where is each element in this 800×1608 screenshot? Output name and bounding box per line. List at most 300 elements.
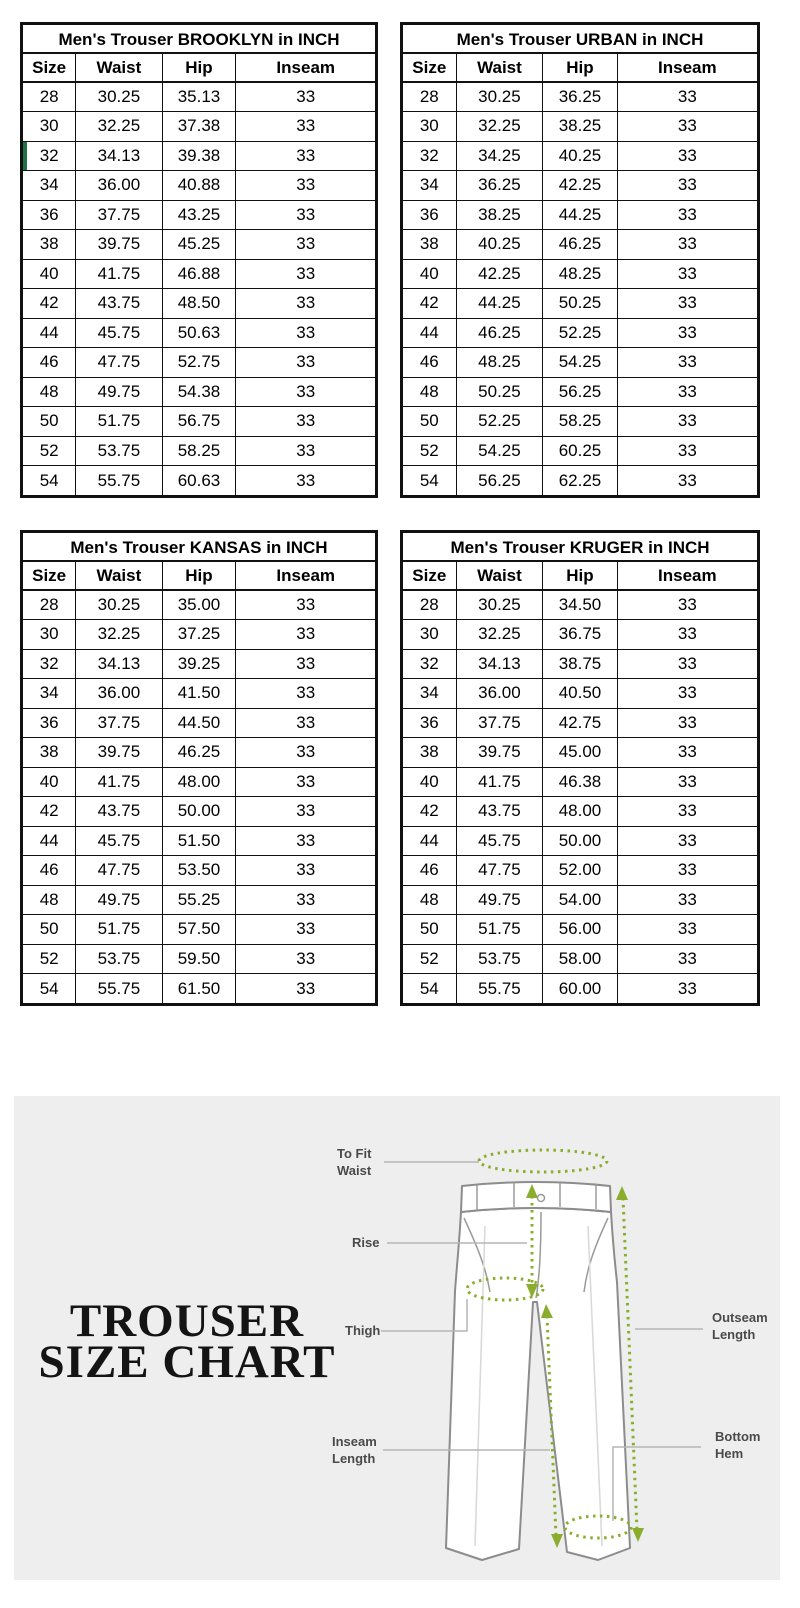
cell-value: 34.50 — [543, 590, 617, 620]
cell-value: 33 — [617, 915, 757, 945]
table-row — [403, 171, 757, 201]
cell-value: 48.50 — [162, 289, 236, 319]
label-rise: Rise — [352, 1235, 380, 1250]
cell-value: 41.75 — [76, 259, 162, 289]
cell-value: 48 — [23, 377, 76, 407]
cell-value: 44 — [403, 318, 456, 348]
cell-value: 33 — [236, 171, 375, 201]
label-outseam-length-line2: Length — [712, 1327, 756, 1342]
table-body — [23, 590, 375, 1003]
cell-value: 33 — [617, 738, 757, 768]
cell-value: 43.75 — [456, 797, 543, 827]
column-header-hip: Hip — [162, 562, 236, 590]
cell-value: 46.88 — [162, 259, 236, 289]
cell-value: 33 — [617, 708, 757, 738]
cell-value: 41.50 — [162, 679, 236, 709]
cell-value: 38.25 — [456, 200, 543, 230]
label-to-fit-waist-line1: To Fit — [337, 1146, 372, 1161]
table-row — [403, 112, 757, 142]
cell-value: 33 — [236, 112, 375, 142]
table-row — [403, 767, 757, 797]
size-table-kansas — [20, 530, 378, 1006]
table-row — [23, 200, 375, 230]
table-title: Men's Trouser KANSAS in INCH — [23, 533, 375, 562]
diagram-heading-line2: SIZE CHART — [38, 1336, 336, 1388]
cell-value: 33 — [617, 767, 757, 797]
table-row — [23, 466, 375, 496]
table-row — [23, 679, 375, 709]
table-title: Men's Trouser BROOKLYN in INCH — [23, 25, 375, 54]
table-row — [23, 590, 375, 620]
column-header-hip: Hip — [543, 54, 617, 82]
cell-value: 34 — [23, 679, 76, 709]
cell-value: 33 — [617, 974, 757, 1004]
cell-value: 47.75 — [456, 856, 543, 886]
cell-value: 50 — [403, 915, 456, 945]
table-row — [23, 171, 375, 201]
cell-value: 52 — [403, 944, 456, 974]
cell-value: 50.25 — [456, 377, 543, 407]
column-header-hip: Hip — [543, 562, 617, 590]
cell-value: 33 — [236, 200, 375, 230]
cell-value: 58.00 — [543, 944, 617, 974]
column-header-waist: Waist — [76, 562, 162, 590]
cell-value: 48 — [23, 885, 76, 915]
cell-value: 45.75 — [76, 826, 162, 856]
table-row — [403, 590, 757, 620]
cell-value: 42 — [23, 797, 76, 827]
cell-value: 36 — [23, 708, 76, 738]
table-header — [23, 562, 375, 590]
cell-value: 50.00 — [543, 826, 617, 856]
cell-value: 34.13 — [76, 649, 162, 679]
cell-value: 50.25 — [543, 289, 617, 319]
trouser-drawing — [446, 1182, 630, 1560]
cell-value: 33 — [236, 466, 375, 496]
table-row — [403, 200, 757, 230]
column-header-inseam: Inseam — [617, 562, 757, 590]
cell-value: 53.75 — [456, 944, 543, 974]
table-header — [403, 562, 757, 590]
cell-value: 49.75 — [456, 885, 543, 915]
cell-value: 37.75 — [456, 708, 543, 738]
cell-value: 53.50 — [162, 856, 236, 886]
column-header-size: Size — [23, 54, 76, 82]
label-inseam-length-line1: Inseam — [332, 1434, 377, 1449]
cell-value: 33 — [236, 826, 375, 856]
trouser-body-outline — [446, 1208, 630, 1560]
cell-value: 33 — [236, 590, 375, 620]
cell-value: 32 — [403, 649, 456, 679]
cell-value: 43.75 — [76, 797, 162, 827]
cell-value: 60.63 — [162, 466, 236, 496]
cell-value: 30 — [23, 112, 76, 142]
size-table-urban — [400, 22, 760, 498]
cell-value: 33 — [617, 679, 757, 709]
cell-value: 33 — [236, 885, 375, 915]
cell-value: 36.00 — [76, 679, 162, 709]
cell-value: 36 — [23, 200, 76, 230]
cell-value: 33 — [617, 141, 757, 171]
cell-value: 56.25 — [543, 377, 617, 407]
cell-value: 39.25 — [162, 649, 236, 679]
cell-value: 33 — [236, 318, 375, 348]
size-table — [23, 562, 375, 1003]
table-header — [23, 54, 375, 82]
cell-value: 33 — [617, 826, 757, 856]
cell-value: 33 — [617, 944, 757, 974]
cell-value: 41.75 — [76, 767, 162, 797]
cell-value: 33 — [236, 348, 375, 378]
cell-value: 33 — [236, 915, 375, 945]
cell-value: 45.00 — [543, 738, 617, 768]
cell-value: 33 — [617, 377, 757, 407]
cell-value: 33 — [617, 856, 757, 886]
cell-value: 33 — [617, 289, 757, 319]
cell-value: 46 — [403, 348, 456, 378]
table-row — [23, 974, 375, 1004]
cell-value: 33 — [236, 289, 375, 319]
cell-value: 34 — [403, 679, 456, 709]
cell-value: 61.50 — [162, 974, 236, 1004]
cell-value: 38 — [403, 230, 456, 260]
cell-value: 33 — [617, 620, 757, 650]
cell-value: 46 — [403, 856, 456, 886]
cell-value: 51.75 — [76, 407, 162, 437]
cell-value: 44.25 — [456, 289, 543, 319]
table-row — [23, 885, 375, 915]
size-table — [403, 562, 757, 1003]
cell-value: 55.75 — [76, 974, 162, 1004]
cell-value: 46.38 — [543, 767, 617, 797]
table-row — [403, 856, 757, 886]
cell-value: 33 — [617, 407, 757, 437]
cell-value: 51.50 — [162, 826, 236, 856]
table-row — [403, 318, 757, 348]
label-bottom-hem-line2: Hem — [715, 1446, 744, 1461]
cell-value: 30.25 — [76, 82, 162, 112]
cell-value: 35.00 — [162, 590, 236, 620]
cell-value: 34.25 — [456, 141, 543, 171]
table-title: Men's Trouser URBAN in INCH — [403, 25, 757, 54]
cell-value: 55.75 — [456, 974, 543, 1004]
table-row — [23, 797, 375, 827]
cell-value: 60.00 — [543, 974, 617, 1004]
cell-value: 30 — [403, 620, 456, 650]
table-row — [403, 259, 757, 289]
cell-value: 28 — [403, 590, 456, 620]
cell-value: 33 — [236, 141, 375, 171]
cell-value: 33 — [236, 767, 375, 797]
cell-value: 34.13 — [76, 141, 162, 171]
cell-value: 42.75 — [543, 708, 617, 738]
cell-value: 51.75 — [76, 915, 162, 945]
table-row — [403, 679, 757, 709]
column-header-inseam: Inseam — [236, 54, 375, 82]
cell-value: 36 — [403, 708, 456, 738]
cell-value: 30.25 — [456, 82, 543, 112]
table-row — [23, 708, 375, 738]
size-table-kruger — [400, 530, 760, 1006]
cell-value: 50.00 — [162, 797, 236, 827]
cell-value: 36.75 — [543, 620, 617, 650]
cell-value: 40 — [403, 259, 456, 289]
cell-value: 33 — [617, 590, 757, 620]
cell-value: 33 — [236, 797, 375, 827]
cell-value: 56.00 — [543, 915, 617, 945]
cell-value: 55.75 — [76, 466, 162, 496]
table-row — [403, 885, 757, 915]
column-header-waist: Waist — [456, 54, 543, 82]
label-inseam-length-line2: Length — [332, 1451, 376, 1466]
cell-value: 54 — [23, 466, 76, 496]
cell-value: 55.25 — [162, 885, 236, 915]
trouser-measure-diagram-panel — [14, 1096, 780, 1580]
cell-value: 28 — [23, 590, 76, 620]
label-to-fit-waist-line2: Waist — [337, 1163, 372, 1178]
cell-value: 33 — [236, 230, 375, 260]
cell-value: 39.75 — [76, 230, 162, 260]
cell-value: 58.25 — [162, 436, 236, 466]
table-row — [23, 915, 375, 945]
cell-value: 42.25 — [456, 259, 543, 289]
cell-value: 39.75 — [76, 738, 162, 768]
cell-value: 54.00 — [543, 885, 617, 915]
cell-value: 33 — [617, 259, 757, 289]
label-bottom-hem-line1: Bottom — [715, 1429, 761, 1444]
cell-value: 46 — [23, 856, 76, 886]
cell-value: 33 — [617, 318, 757, 348]
table-row — [23, 826, 375, 856]
cell-value: 45.25 — [162, 230, 236, 260]
cell-value: 58.25 — [543, 407, 617, 437]
cell-value: 30 — [403, 112, 456, 142]
table-row — [403, 826, 757, 856]
table-row — [403, 915, 757, 945]
cell-value: 34.13 — [456, 649, 543, 679]
cell-value: 49.75 — [76, 377, 162, 407]
cell-value: 34 — [403, 171, 456, 201]
cell-value: 52 — [23, 944, 76, 974]
cell-value: 37.75 — [76, 200, 162, 230]
cell-value: 32 — [403, 141, 456, 171]
cell-value: 33 — [617, 112, 757, 142]
cell-value: 42.25 — [543, 171, 617, 201]
cell-value: 38 — [23, 738, 76, 768]
cell-value: 36.25 — [456, 171, 543, 201]
cell-value: 46.25 — [456, 318, 543, 348]
cell-value: 48.25 — [543, 259, 617, 289]
cell-value: 44 — [23, 826, 76, 856]
cell-value: 56.25 — [456, 466, 543, 496]
table-title: Men's Trouser KRUGER in INCH — [403, 533, 757, 562]
cell-value: 30.25 — [456, 590, 543, 620]
table-row — [403, 620, 757, 650]
cell-value: 32.25 — [76, 112, 162, 142]
table-row — [23, 230, 375, 260]
cell-value: 57.50 — [162, 915, 236, 945]
cell-value: 48.25 — [456, 348, 543, 378]
cell-value: 38 — [23, 230, 76, 260]
cell-value: 46.25 — [162, 738, 236, 768]
table-row — [23, 348, 375, 378]
cell-value: 36 — [403, 200, 456, 230]
cell-value: 40.88 — [162, 171, 236, 201]
cell-value: 46 — [23, 348, 76, 378]
cell-value: 38.75 — [543, 649, 617, 679]
cell-value: 33 — [617, 885, 757, 915]
cell-value: 54 — [403, 974, 456, 1004]
cell-value: 54.25 — [456, 436, 543, 466]
cell-value: 33 — [236, 82, 375, 112]
column-header-size: Size — [23, 562, 76, 590]
cell-value: 54.38 — [162, 377, 236, 407]
cell-value: 43.75 — [76, 289, 162, 319]
table-row — [403, 708, 757, 738]
table-row — [23, 856, 375, 886]
cell-value: 47.75 — [76, 348, 162, 378]
cell-value: 47.75 — [76, 856, 162, 886]
cell-value: 42 — [23, 289, 76, 319]
cell-value: 32 — [23, 649, 76, 679]
cell-value: 33 — [236, 407, 375, 437]
diagram-heading-line1: TROUSER — [69, 1295, 305, 1347]
label-outseam-length-line1: Outseam — [712, 1310, 768, 1325]
cell-value: 62.25 — [543, 466, 617, 496]
size-tables-grid — [20, 22, 760, 1006]
size-table — [403, 54, 757, 495]
cell-value: 33 — [236, 738, 375, 768]
cell-value: 60.25 — [543, 436, 617, 466]
table-row — [403, 82, 757, 112]
table-row — [403, 348, 757, 378]
column-header-waist: Waist — [76, 54, 162, 82]
table-row — [23, 112, 375, 142]
cell-value: 33 — [236, 620, 375, 650]
cell-value: 40.25 — [456, 230, 543, 260]
cell-value: 32 — [23, 141, 76, 171]
cell-value: 50 — [23, 407, 76, 437]
cell-value: 53.75 — [76, 436, 162, 466]
cell-value: 32.25 — [456, 620, 543, 650]
table-row — [23, 141, 375, 171]
cell-value: 33 — [236, 944, 375, 974]
table-body — [403, 590, 757, 1003]
table-row — [23, 944, 375, 974]
table-row — [23, 738, 375, 768]
cell-value: 59.50 — [162, 944, 236, 974]
table-row — [403, 436, 757, 466]
cell-value: 40.50 — [543, 679, 617, 709]
column-header-inseam: Inseam — [617, 54, 757, 82]
column-header-waist: Waist — [456, 562, 543, 590]
table-row — [403, 944, 757, 974]
cell-value: 33 — [236, 708, 375, 738]
table-row — [23, 436, 375, 466]
cell-value: 52.25 — [543, 318, 617, 348]
cell-value: 39.75 — [456, 738, 543, 768]
cell-value: 42 — [403, 289, 456, 319]
cell-value: 52.75 — [162, 348, 236, 378]
cell-value: 56.75 — [162, 407, 236, 437]
column-header-size: Size — [403, 562, 456, 590]
size-table — [23, 54, 375, 495]
cell-value: 44.25 — [543, 200, 617, 230]
cell-value: 37.38 — [162, 112, 236, 142]
cell-value: 33 — [236, 974, 375, 1004]
table-row — [23, 318, 375, 348]
waist-measure-ellipse — [479, 1150, 607, 1172]
column-header-hip: Hip — [162, 54, 236, 82]
cell-value: 30 — [23, 620, 76, 650]
column-header-inseam: Inseam — [236, 562, 375, 590]
cell-value: 43.25 — [162, 200, 236, 230]
cell-value: 40 — [23, 767, 76, 797]
cell-value: 42 — [403, 797, 456, 827]
table-row — [23, 649, 375, 679]
cell-value: 33 — [617, 649, 757, 679]
cell-value: 48 — [403, 885, 456, 915]
cell-value: 34 — [23, 171, 76, 201]
table-row — [403, 377, 757, 407]
table-row — [403, 649, 757, 679]
cell-value: 33 — [236, 259, 375, 289]
cell-value: 33 — [236, 377, 375, 407]
cell-value: 36.25 — [543, 82, 617, 112]
cell-value: 51.75 — [456, 915, 543, 945]
cell-value: 35.13 — [162, 82, 236, 112]
cell-value: 48.00 — [543, 797, 617, 827]
table-row — [403, 407, 757, 437]
cell-value: 28 — [403, 82, 456, 112]
cell-value: 40.25 — [543, 141, 617, 171]
cell-value: 40 — [23, 259, 76, 289]
cell-value: 33 — [617, 466, 757, 496]
table-row — [403, 289, 757, 319]
cell-value: 33 — [236, 649, 375, 679]
table-row — [23, 377, 375, 407]
label-thigh: Thigh — [345, 1323, 381, 1338]
cell-value: 33 — [617, 797, 757, 827]
cell-value: 52 — [23, 436, 76, 466]
cell-value: 50.63 — [162, 318, 236, 348]
cell-value: 52.25 — [456, 407, 543, 437]
table-row — [23, 82, 375, 112]
table-row — [23, 289, 375, 319]
table-row — [403, 738, 757, 768]
cell-value: 54.25 — [543, 348, 617, 378]
table-row — [403, 230, 757, 260]
cell-value: 40 — [403, 767, 456, 797]
table-row — [23, 259, 375, 289]
cell-value: 44 — [23, 318, 76, 348]
table-row — [23, 767, 375, 797]
cell-value: 37.75 — [76, 708, 162, 738]
table-header — [403, 54, 757, 82]
cell-value: 39.38 — [162, 141, 236, 171]
column-header-size: Size — [403, 54, 456, 82]
cell-value: 32.25 — [76, 620, 162, 650]
cell-value: 53.75 — [76, 944, 162, 974]
cell-value: 46.25 — [543, 230, 617, 260]
cell-value: 50 — [403, 407, 456, 437]
cell-value: 50 — [23, 915, 76, 945]
cell-value: 41.75 — [456, 767, 543, 797]
cell-value: 33 — [236, 856, 375, 886]
table-row — [403, 974, 757, 1004]
cell-value: 44 — [403, 826, 456, 856]
cell-value: 36.00 — [76, 171, 162, 201]
